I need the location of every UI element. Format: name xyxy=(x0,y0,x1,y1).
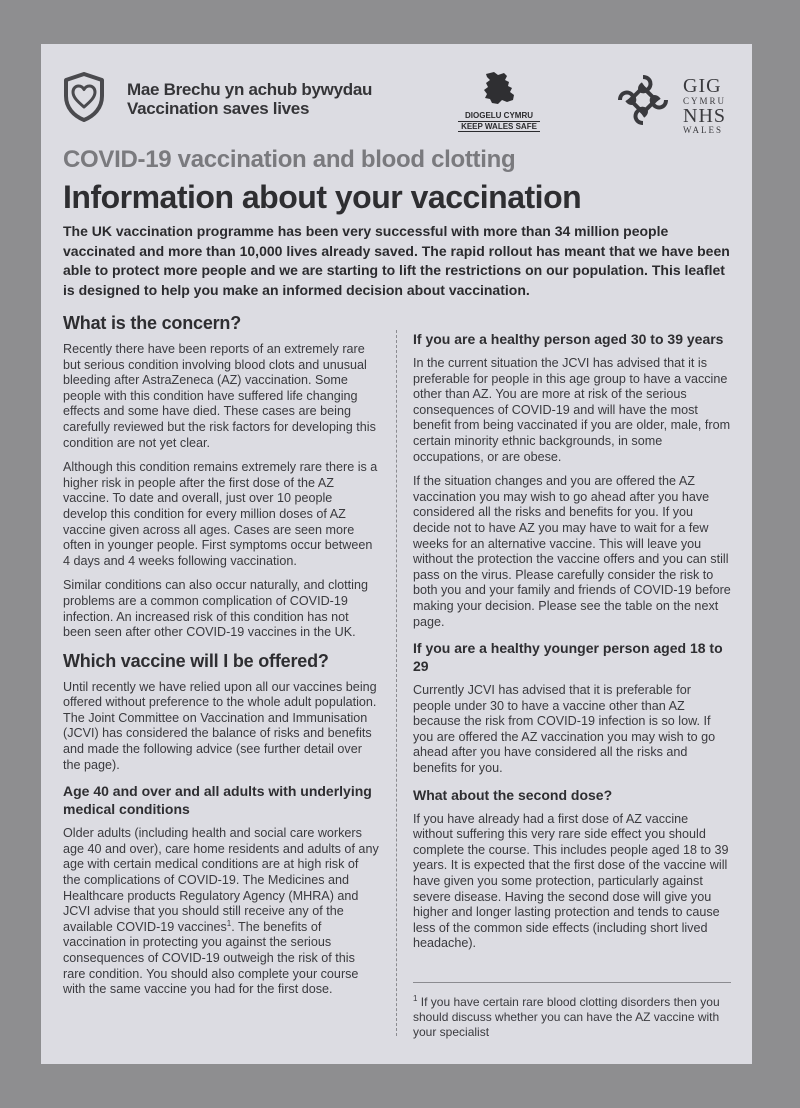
wales-map-icon xyxy=(480,70,520,108)
age18-paragraph: Currently JCVI has advised that it is preferable for people under 30 to have a vaccine other than AZ because the risk from COVID-19 infection is so low. If you are offered the AZ vaccination you may wish to go ahead after you have considered all the risks and benefits for you. xyxy=(413,683,716,776)
age40-heading: Age 40 and over and all adults with underlying medical conditions xyxy=(63,783,372,818)
age30-paragraph-1: In the current situation the JCVI has advised that it is preferable for people in this age group to have a vaccine other than AZ. You are more at risk of the serious consequences of COVID-19 and will have the most benefit from being vaccinated if you are older, male, from certain minority ethnic backgrounds, in some occupations, or are obese. xyxy=(413,356,731,464)
concern-paragraph-3: Similar conditions can also occur naturally, and clotting problems are a common complication of COVID-19 infection. An increased risk of this condition has not been seen after other COVID-19 vaccines in the UK. xyxy=(63,578,368,640)
footnote-text: If you have certain rare blood clotting disorders then you should discuss whether you can have the AZ vaccine with your specialist xyxy=(413,995,720,1039)
footnote-ref: 1 xyxy=(226,918,232,928)
diogelu-text-english: KEEP WALES SAFE xyxy=(458,121,540,132)
concern-paragraph-2: Although this condition remains extremely rare there is a higher risk in people after the first dose of the AZ vaccine. To date and overall, just over 10 people develop this condition for every million doses of AZ vaccine given across all ages. Cases are seen more often in younger people. First symptoms occur between 4 days and 4 weeks following vaccination. xyxy=(63,460,378,568)
diogelu-cymru-logo xyxy=(454,70,544,136)
slogan-welsh: Mae Brechu yn achub bywydau xyxy=(127,80,373,99)
heart-shield-icon xyxy=(63,72,105,122)
intro-paragraph: The UK vaccination programme has been very successful with more than 34 million people vaccinated and more than 10,000 lives already saved. The rapid rollout has meant that we have been able to protect more people and we are starting to lift the restrictions on our population. This leaflet is designed to help you make an informed decision about vaccination. xyxy=(63,223,730,298)
page-title: Information about your vaccination xyxy=(63,179,582,215)
second-dose-heading: What about the second dose? xyxy=(413,786,613,803)
offered-heading: Which vaccine will I be offered? xyxy=(63,650,329,671)
age30-heading: If you are a healthy person aged 30 to 39 years xyxy=(413,331,724,347)
diogelu-text-welsh: DIOGELU CYMRU xyxy=(465,111,533,120)
nhs-text: NHS xyxy=(683,105,727,127)
second-dose-paragraph: If you have already had a first dose of AZ vaccine without suffering this very rare side effect you should complete the course. This includes people aged 18 to 39 years. It is expected that the first dose of the vaccine will have given you some protection, particularly against severe disease. Having the second dose will give you higher and longer lasting protection and tends to cause less of the common side effects (including short lived headache). xyxy=(413,811,729,951)
cymru-text: CYMRU xyxy=(683,96,727,106)
age40-paragraph: Older adults (including health and social care workers age 40 and over), care home residents and adults of any age with certain medical conditions are at high risk of the complications of COVID-19. The Medicines and Healthcare products Regulatory Agency (MHRA) and JCVI advise that you should still receive any of the available COVID-19 vaccines$^1$. The benefits of vaccination in protecting you against the serious consequences of COVID-19 outweigh the risk of this rare condition. You should also complete your course with the same vaccine you had for the first dose. xyxy=(63,826,379,997)
footnote xyxy=(413,995,731,1040)
gig-text: GIG xyxy=(683,75,722,97)
celtic-knot-icon xyxy=(617,74,669,126)
offered-paragraph: Until recently we have relied upon all our vaccines being offered without preference to the whole adult population. The Joint Committee on Vaccination and Immunisation (JCVI) has considered the balance of risks and benefits and made the following advice (see further detail over the page). xyxy=(63,679,377,772)
slogan xyxy=(127,80,372,118)
left-column xyxy=(63,312,379,1007)
concern-heading: What is the concern? xyxy=(63,313,242,333)
age30-paragraph-2: If the situation changes and you are offered the AZ vaccination you may wish to go ahead after you have considered all the risks and benefits for you. If you decide not to have AZ you may have to wait for a few weeks for an alternative vaccine. This will leave you without the protection the vaccine offers and you can still pass on the virus. Please carefully consider the risk to both you and your family and friends of COVID-19 before making your decision. Please see the table on the next page. xyxy=(413,474,731,629)
kicker-heading: COVID-19 vaccination and blood clotting xyxy=(63,146,516,173)
slogan-english: Vaccination saves lives xyxy=(127,99,310,118)
footnote-rule xyxy=(413,982,731,983)
leaflet-page xyxy=(41,44,752,1064)
wales-text: WALES xyxy=(683,125,723,135)
footnote-marker: 1 xyxy=(413,994,418,1003)
column-divider xyxy=(396,330,397,1036)
right-column xyxy=(413,330,731,961)
header xyxy=(41,44,752,144)
age18-heading: If you are a healthy younger person aged 18 to 29 xyxy=(413,640,723,675)
nhs-wales-logo xyxy=(617,72,737,135)
concern-paragraph-1: Recently there have been reports of an extremely rare but serious condition involving blood clots and unusual bleeding after AstraZeneca (AZ) vaccination. Some people with this condition have suffered life changing effects and some have died. These cases are being carefully reviewed but the risk factors for developing this condition are not yet clear. xyxy=(63,342,376,450)
